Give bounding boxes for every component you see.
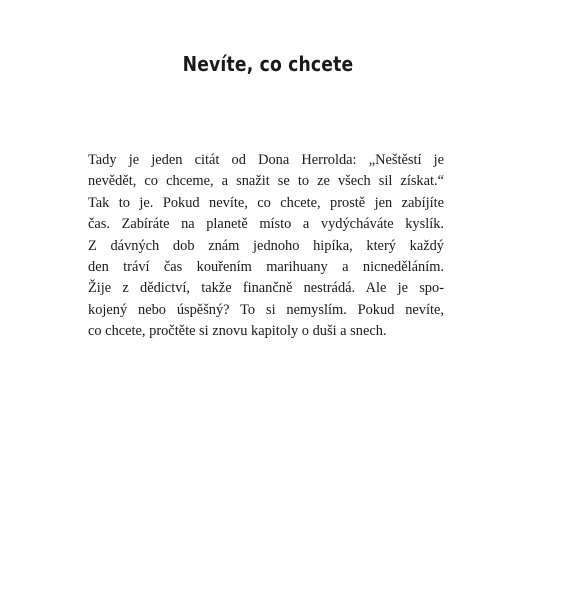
paragraph-line: Z dávných dob znám jednoho hipíka, který každý	[88, 237, 444, 254]
body-paragraph	[88, 150, 444, 343]
paragraph-line: Tady je jeden citát od Dona Herrolda: „Neštěstí je	[88, 152, 444, 168]
chapter-title: Nevíte, co chcete	[182, 52, 354, 76]
paragraph-line: kojený nebo úspěšný? To si nemyslím. Pokud nevíte,	[88, 301, 444, 318]
paragraph-line: Žije z dědictví, takže finančně nestrádá. Ale je spo-	[88, 280, 444, 297]
paragraph-line: den tráví čas kouřením marihuany a nicneděláním.	[88, 258, 444, 275]
paragraph-line: co chcete, pročtěte si znovu kapitoly o duši a snech.	[88, 323, 387, 340]
paragraph-line: Tak to je. Pokud nevíte, co chcete, prostě jen zabíjíte	[88, 194, 444, 211]
paragraph-line: čas. Zabíráte na planetě místo a vydýcháváte kyslík.	[88, 216, 444, 233]
paragraph-line: nevědět, co chceme, a snažit se to ze všech sil získat.“	[88, 173, 444, 190]
